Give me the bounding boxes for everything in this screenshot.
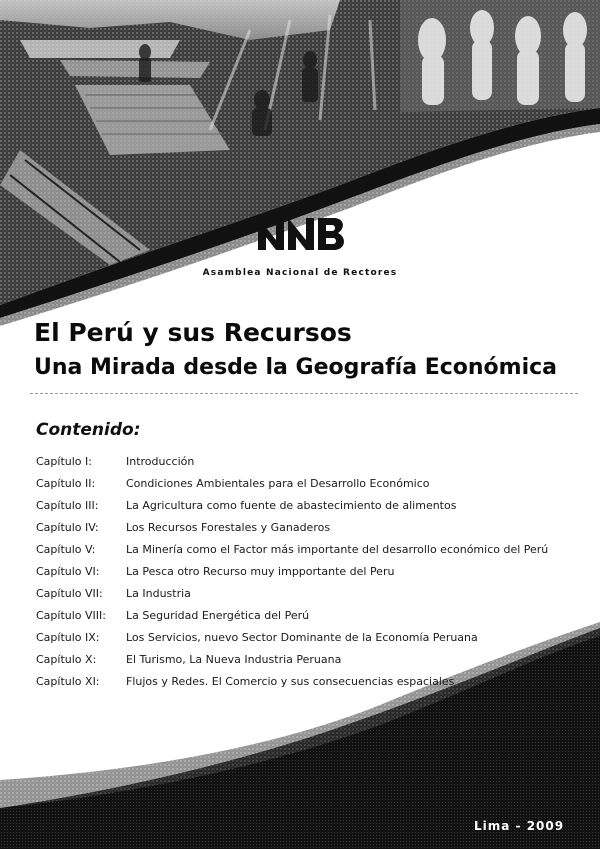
toc-row (36, 560, 586, 582)
chapter-label: Capítulo IX: (36, 630, 100, 644)
chapter-label: Capítulo IV: (36, 520, 99, 534)
chapter-label: Capítulo VIII: (36, 608, 106, 622)
chapter-label: Capítulo VI: (36, 564, 100, 578)
chapter-label: Capítulo I: (36, 454, 92, 468)
organization-name: Asamblea Nacional de Rectores (202, 268, 398, 278)
anr-logo-icon (250, 210, 350, 254)
chapter-title: Condiciones Ambientales para el Desarrollo Económico (126, 476, 430, 490)
contents-heading: Contenido: (36, 420, 141, 440)
chapter-label: Capítulo V: (36, 542, 96, 556)
chapter-label: Capítulo III: (36, 498, 99, 512)
page-title: El Perú y sus Recursos (34, 318, 352, 347)
chapter-title: Los Recursos Forestales y Ganaderos (126, 520, 331, 534)
chapter-title: La Industria (126, 586, 191, 600)
toc-row (36, 648, 586, 670)
toc-row (36, 516, 586, 538)
logo-container (0, 210, 600, 258)
chapter-title: La Minería como el Factor más importante del desarrollo económico del Perú (126, 542, 549, 556)
chapter-label: Capítulo XI: (36, 674, 100, 688)
toc-row (36, 494, 586, 516)
toc-row (36, 670, 586, 692)
page-subtitle: Una Mirada desde la Geografía Económica (34, 355, 558, 380)
toc-row (36, 582, 586, 604)
chapter-title: Introducción (126, 454, 195, 468)
chapter-label: Capítulo VII: (36, 586, 103, 600)
toc-row (36, 604, 586, 626)
chapter-title: La Pesca otro Recurso muy impportante del Peru (126, 564, 395, 578)
table-of-contents (36, 450, 586, 692)
toc-row (36, 626, 586, 648)
toc-row (36, 450, 586, 472)
toc-row (36, 538, 586, 560)
peru-resources-photo-collage (0, 0, 600, 305)
chapter-title: La Seguridad Energética del Perú (126, 608, 310, 622)
title-divider (30, 393, 578, 394)
toc-row (36, 472, 586, 494)
chapter-label: Capítulo II: (36, 476, 96, 490)
publication-place-year: Lima - 2009 (474, 819, 565, 833)
chapter-title: Los Servicios, nuevo Sector Dominante de la Economía Peruana (126, 630, 478, 644)
chapter-title: El Turismo, La Nueva Industria Peruana (126, 652, 342, 666)
chapter-title: La Agricultura como fuente de abastecimiento de alimentos (126, 498, 457, 512)
chapter-label: Capítulo X: (36, 652, 97, 666)
chapter-title: Flujos y Redes. El Comercio y sus consecuencias espaciales (126, 674, 455, 688)
